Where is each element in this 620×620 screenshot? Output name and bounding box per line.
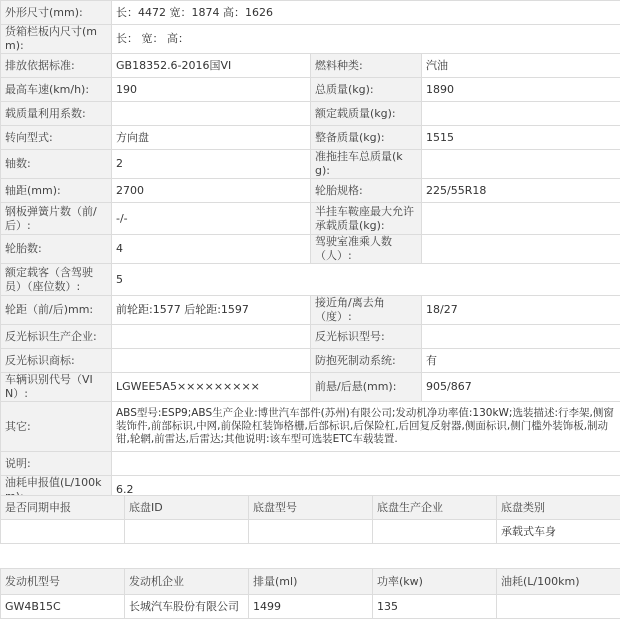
reflector-maker-value bbox=[112, 325, 311, 349]
overhang-label: 前悬/后悬(mm): bbox=[311, 373, 422, 402]
engine-header-model: 发动机型号 bbox=[1, 569, 125, 595]
total-mass-value: 1890 bbox=[422, 78, 620, 102]
cab-passengers-value bbox=[422, 235, 620, 264]
track-width-value: 前轮距:1577 后轮距:1597 bbox=[112, 296, 311, 325]
chassis-table bbox=[0, 495, 620, 544]
engine-cell-power: 135 bbox=[373, 595, 497, 619]
reflector-brand-label: 反光标识商标: bbox=[1, 349, 112, 373]
curb-mass-value: 1515 bbox=[422, 126, 620, 150]
fuel-consumption-value: 6.2 bbox=[112, 476, 620, 505]
engine-header-power: 功率(kw) bbox=[373, 569, 497, 595]
max-speed-label: 最高车速(km/h): bbox=[1, 78, 112, 102]
chassis-cell-concurrent bbox=[1, 520, 125, 544]
chassis-header-model: 底盘型号 bbox=[249, 496, 373, 520]
tire-spec-label: 轮胎规格: bbox=[311, 179, 422, 203]
fuel-type-label: 燃料种类: bbox=[311, 54, 422, 78]
leaf-spring-label: 钢板弹簧片数（前/后）: bbox=[1, 203, 112, 235]
chassis-header-category: 底盘类别 bbox=[497, 496, 620, 520]
engine-cell-fuel-consumption bbox=[497, 595, 620, 619]
chassis-cell-maker bbox=[373, 520, 497, 544]
chassis-cell-model bbox=[249, 520, 373, 544]
engine-header-maker: 发动机企业 bbox=[125, 569, 249, 595]
leaf-spring-value: -/- bbox=[112, 203, 311, 235]
note-label: 说明: bbox=[1, 452, 112, 476]
emission-standard-label: 排放依据标准: bbox=[1, 54, 112, 78]
engine-header-fuel-consumption: 油耗(L/100km) bbox=[497, 569, 620, 595]
engine-table bbox=[0, 568, 620, 619]
chassis-header-concurrent: 是否同期申报 bbox=[1, 496, 125, 520]
curb-mass-label: 整备质量(kg): bbox=[311, 126, 422, 150]
vin-label: 车辆识别代号（VIN）: bbox=[1, 373, 112, 402]
rated-seats-value: 5 bbox=[112, 264, 620, 296]
vin-value: LGWEE5A5××××××××× bbox=[112, 373, 311, 402]
rated-load-label: 额定载质量(kg): bbox=[311, 102, 422, 126]
max-speed-value: 190 bbox=[112, 78, 311, 102]
fuel-consumption-label: 油耗申报值(L/100k bbox=[1, 476, 112, 505]
engine-cell-model: GW4B15C bbox=[1, 595, 125, 619]
approach-angle-label: 接近角/离去角（度）: bbox=[311, 296, 422, 325]
rated-seats-label: 额定载客（含驾驶员）（座位数）: bbox=[1, 264, 112, 296]
load-utilization-label: 载质量利用系数: bbox=[1, 102, 112, 126]
cargo-box-value: 长： 宽： 高： bbox=[112, 25, 620, 54]
cab-passengers-label: 驾驶室准乘人数（人）: bbox=[311, 235, 422, 264]
tire-spec-value: 225/55R18 bbox=[422, 179, 620, 203]
saddle-load-label: 半挂车鞍座最大允许承载质量(kg): bbox=[311, 203, 422, 235]
rated-load-value bbox=[422, 102, 620, 126]
tire-count-label: 轮胎数: bbox=[1, 235, 112, 264]
track-width-label: 轮距（前/后)mm: bbox=[1, 296, 112, 325]
total-mass-label: 总质量(kg): bbox=[311, 78, 422, 102]
axles-value: 2 bbox=[112, 150, 311, 179]
tire-count-value: 4 bbox=[112, 235, 311, 264]
engine-cell-displacement: 1499 bbox=[249, 595, 373, 619]
abs-label: 防抱死制动系统: bbox=[311, 349, 422, 373]
chassis-header-maker: 底盘生产企业 bbox=[373, 496, 497, 520]
reflector-maker-label: 反光标识生产企业: bbox=[1, 325, 112, 349]
trailer-mass-value bbox=[422, 150, 620, 179]
dimensions-label: 外形尺寸(mm): bbox=[1, 1, 112, 25]
approach-angle-value: 18/27 bbox=[422, 296, 620, 325]
engine-cell-maker: 长城汽车股份有限公司 bbox=[125, 595, 249, 619]
load-utilization-value bbox=[112, 102, 311, 126]
saddle-load-value bbox=[422, 203, 620, 235]
abs-value: 有 bbox=[422, 349, 620, 373]
trailer-mass-label: 准拖挂车总质量(kg): bbox=[311, 150, 422, 179]
chassis-header-id: 底盘ID bbox=[125, 496, 249, 520]
chassis-cell-category: 承载式车身 bbox=[497, 520, 620, 544]
emission-standard-value: GB18352.6-2016国VI bbox=[112, 54, 311, 78]
engine-header-displacement: 排量(ml) bbox=[249, 569, 373, 595]
other-label: 其它: bbox=[1, 402, 112, 452]
reflector-model-label: 反光标识型号: bbox=[311, 325, 422, 349]
wheelbase-value: 2700 bbox=[112, 179, 311, 203]
chassis-cell-id bbox=[125, 520, 249, 544]
steering-value: 方向盘 bbox=[112, 126, 311, 150]
dimensions-value: 长：4472 宽：1874 高：1626 bbox=[112, 1, 620, 25]
reflector-model-value bbox=[422, 325, 620, 349]
reflector-brand-value bbox=[112, 349, 311, 373]
other-value: ABS型号:ESP9;ABS生产企业:博世汽车部件(苏州)有限公司;发动机净功率值:130kW;选装描述:行李架,侧窗装饰件,前部标识,中网,前保险杠装饰格栅,后部标识,后保险杠,后回复反射器,侧面标识,侧门槛外装饰板,制动钳,轮辋,前雷达,后雷达;其他说明:该车型可选装ETC车载装置. bbox=[112, 402, 620, 452]
steering-label: 转向型式: bbox=[1, 126, 112, 150]
axles-label: 轴数: bbox=[1, 150, 112, 179]
wheelbase-label: 轴距(mm): bbox=[1, 179, 112, 203]
fuel-type-value: 汽油 bbox=[422, 54, 620, 78]
overhang-value: 905/867 bbox=[422, 373, 620, 402]
note-value bbox=[112, 452, 620, 476]
cargo-box-label: 货箱栏板内尺寸(mm): bbox=[1, 25, 112, 54]
